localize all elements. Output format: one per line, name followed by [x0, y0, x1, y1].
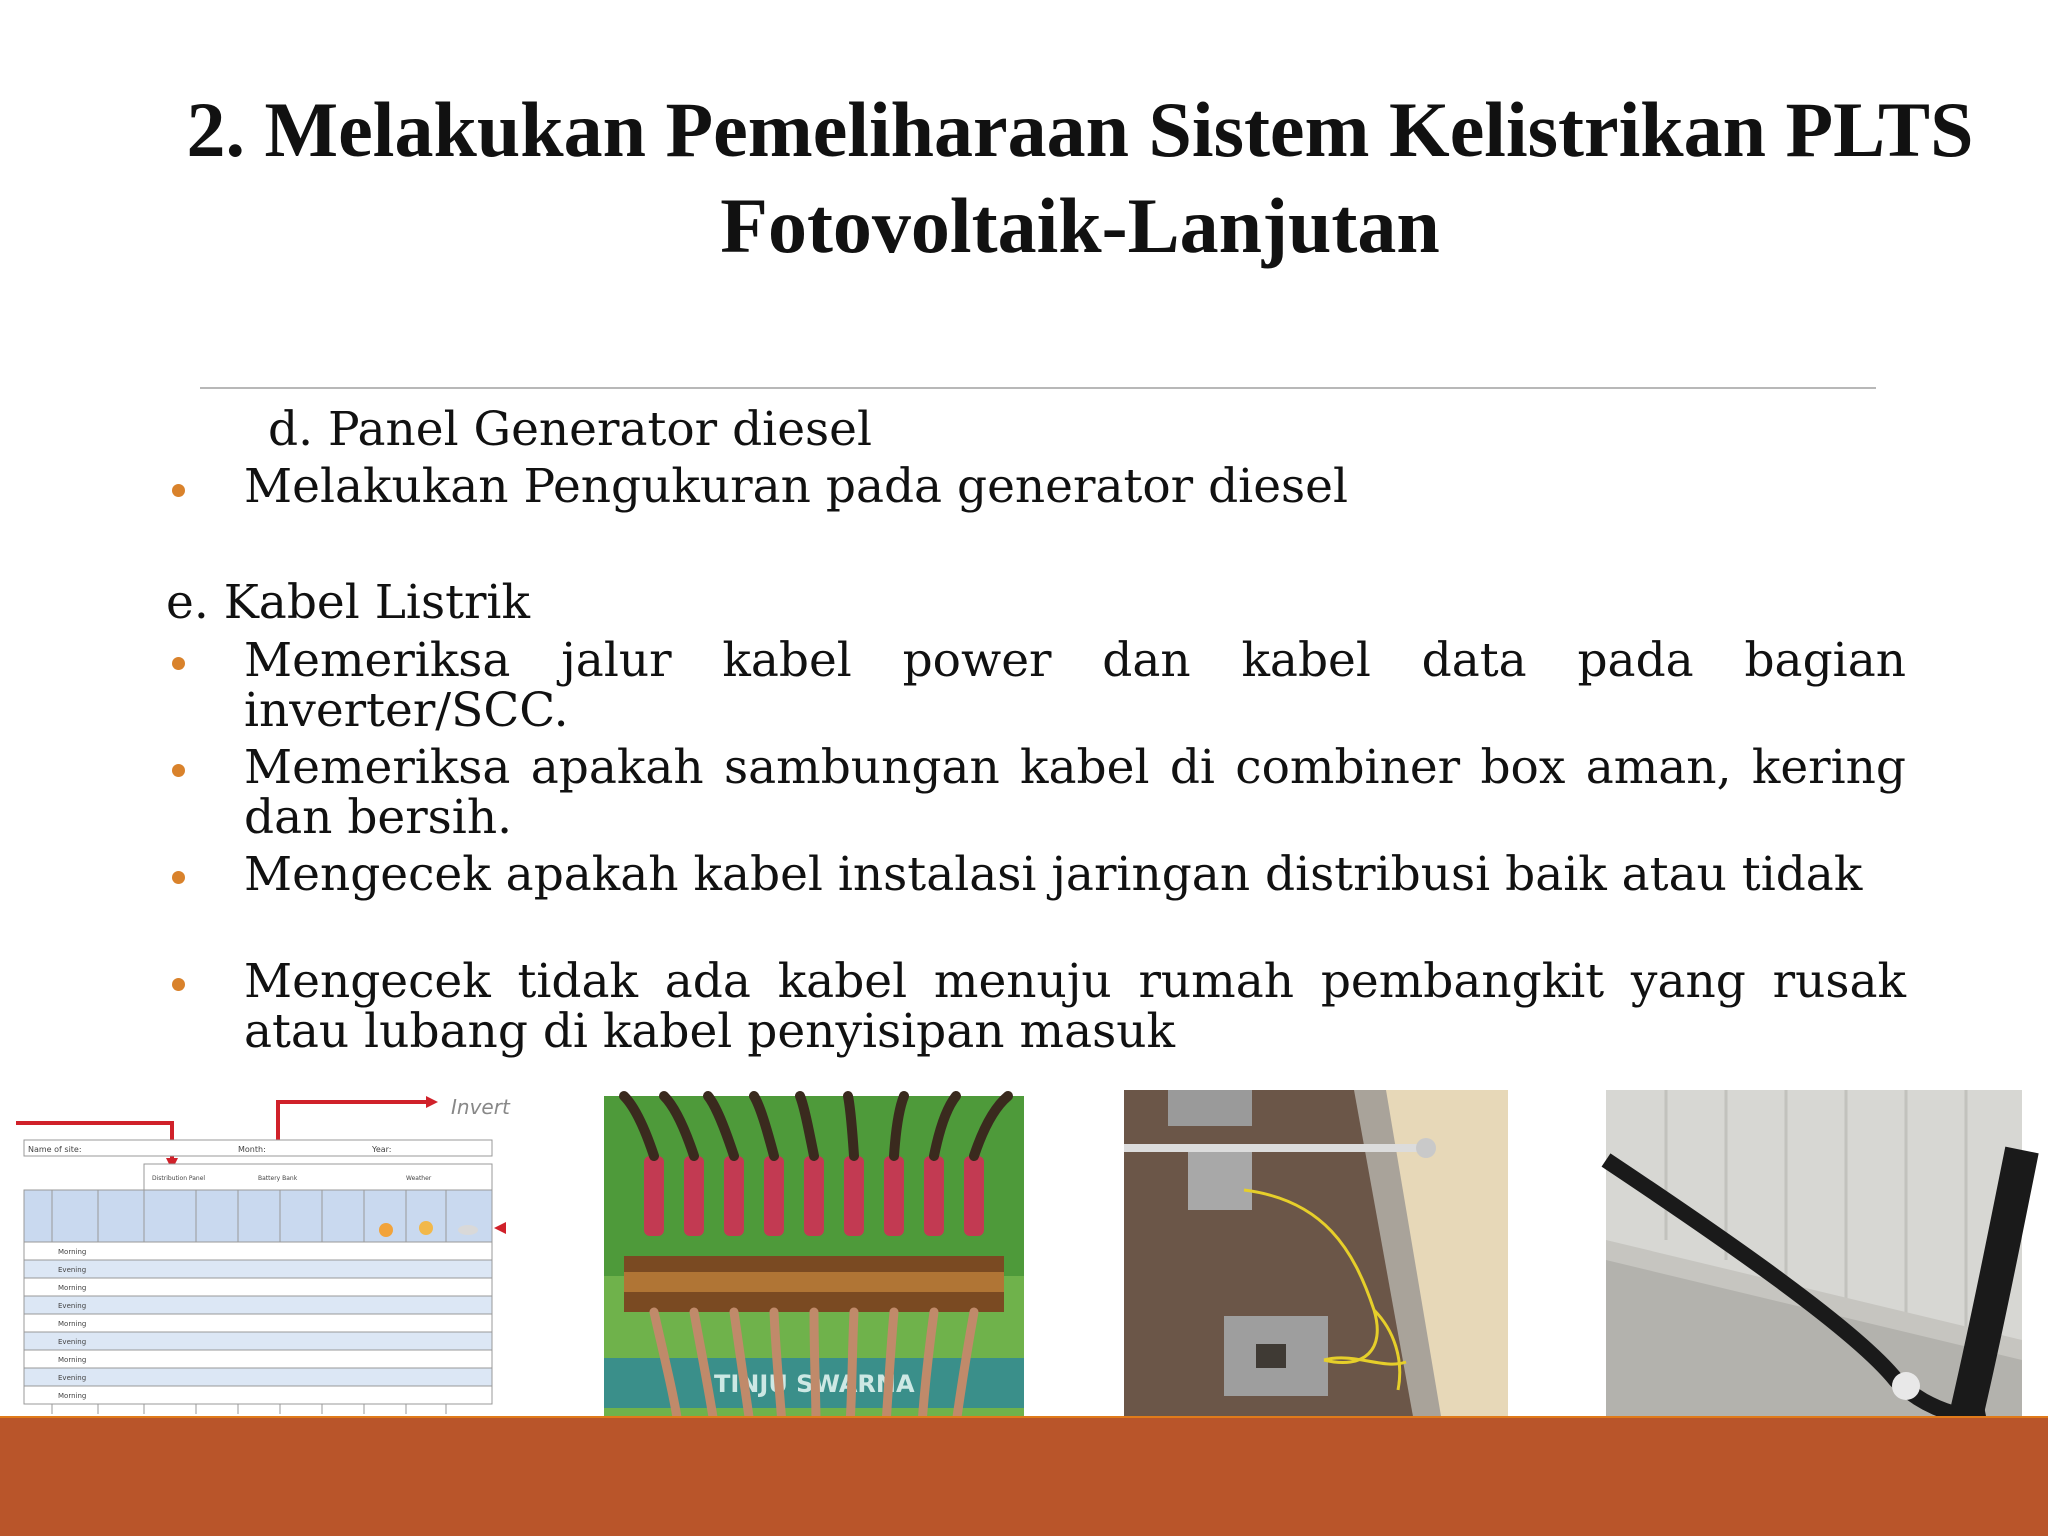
log-row-label: Morning: [58, 1320, 87, 1328]
log-row-label: Morning: [58, 1356, 87, 1364]
log-row-label: Evening: [58, 1266, 87, 1274]
slide-title-line-1: 2. Melakukan Pemeliharaan Sistem Kelistrikan PLTS: [186, 86, 1974, 173]
section-d-bullet-1: Melakukan Pengukuran pada generator diesel: [244, 459, 1348, 514]
log-row-label: Evening: [58, 1374, 87, 1382]
section-d-heading: d. Panel Generator diesel: [268, 402, 872, 457]
log-sheet-image: [6, 1088, 510, 1424]
log-sheet-caption: Invert: [451, 1095, 510, 1119]
log-sheet-label-distribution: Distribution Panel: [152, 1175, 206, 1182]
section-e-bullet-2: Memeriksa apakah sambungan kabel di combiner box aman, kering dan bersih.: [244, 740, 1906, 845]
log-row-label: Morning: [58, 1284, 87, 1292]
footer-band: [0, 1418, 2048, 1536]
log-row-label: Morning: [58, 1392, 87, 1400]
slide-title: [120, 82, 2040, 274]
log-sheet-label-site: Name of site:: [28, 1145, 82, 1154]
log-row-label: Evening: [58, 1302, 87, 1310]
title-divider: [200, 387, 1876, 389]
terminal-plate-text: TINJU SWARNA: [714, 1370, 915, 1398]
log-sheet-label-month: Month:: [238, 1145, 266, 1154]
section-e-bullet-3: Mengecek apakah kabel instalasi jaringan distribusi baik atau tidak: [244, 847, 1863, 902]
log-sheet-label-battery: Battery Bank: [258, 1175, 298, 1182]
bullet-icon: [172, 484, 185, 497]
bullet-icon: [172, 978, 185, 991]
log-row-label: Evening: [58, 1338, 87, 1346]
bullet-icon: [172, 871, 185, 884]
section-e-bullet-1: Memeriksa jalur kabel power dan kabel data pada bagian inverter/SCC.: [244, 633, 1906, 738]
section-e-heading: e. Kabel Listrik: [166, 575, 530, 630]
ground-cable-image: [1124, 1090, 1508, 1422]
log-row-label: Morning: [58, 1248, 87, 1256]
section-e-bullet-4: Mengecek tidak ada kabel menuju rumah pembangkit yang rusak atau lubang di kabel penyisipan masuk: [244, 954, 1906, 1059]
terminal-block-image: [604, 1096, 1024, 1424]
slide-title-line-2: Fotovoltaik-Lanjutan: [720, 182, 1440, 269]
bullet-icon: [172, 764, 185, 777]
wall-cable-image: [1606, 1090, 2022, 1416]
log-sheet-label-year: Year:: [372, 1145, 392, 1154]
log-sheet-rows: [24, 1242, 492, 1404]
bullet-icon: [172, 657, 185, 670]
log-sheet-label-weather: Weather: [406, 1175, 432, 1182]
